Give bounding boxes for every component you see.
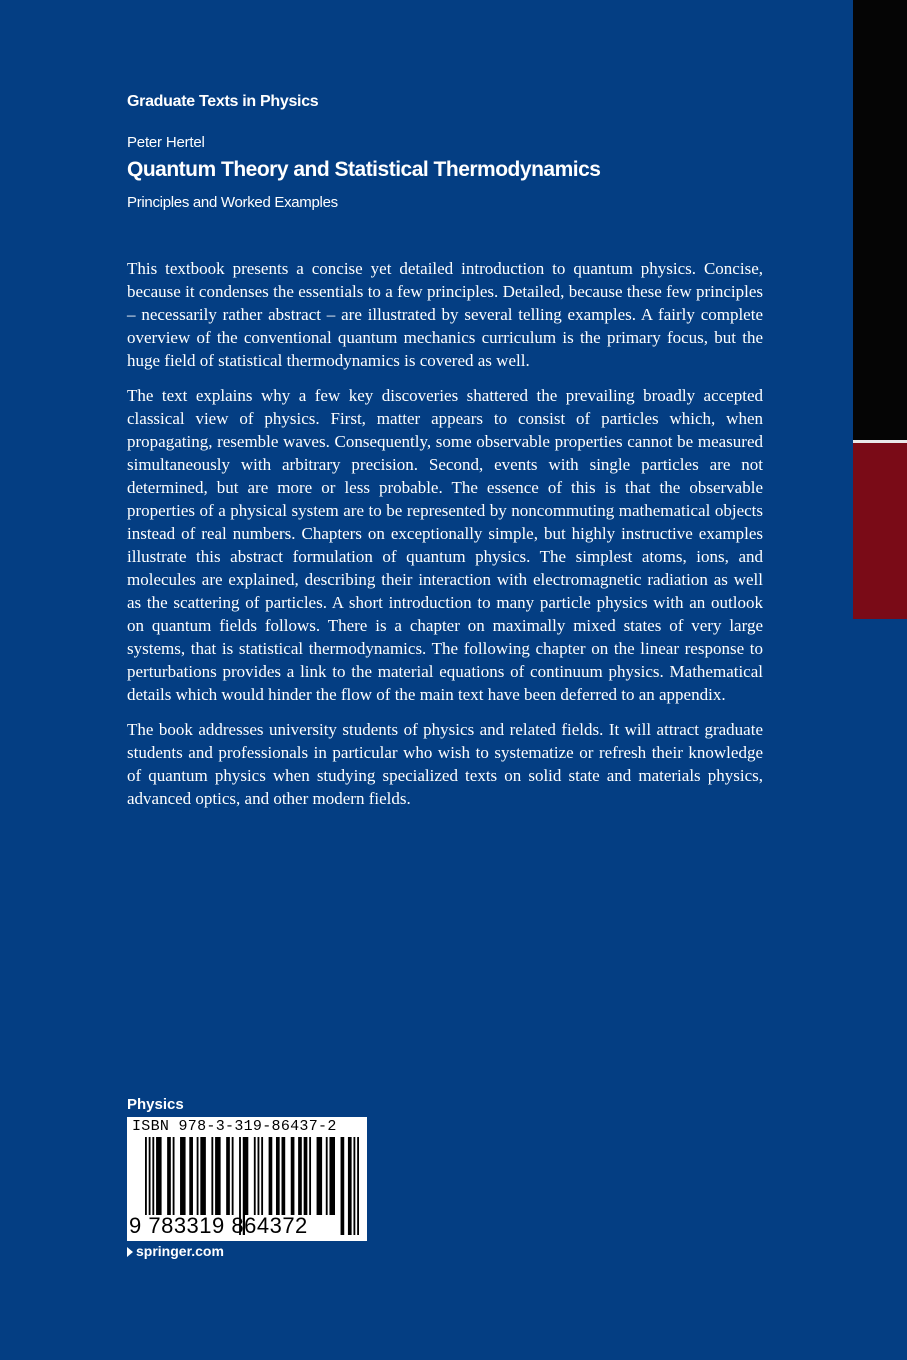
publisher-website[interactable] [127,1243,224,1259]
isbn-label: ISBN 978-3-319-86437-2 [132,1118,337,1135]
description-text [127,257,763,822]
isbn-barcode [127,1117,367,1241]
spine-red-band [853,443,907,619]
author-name: Peter Hertel [127,134,205,151]
description-paragraph-1: This textbook presents a concise yet detailed introduction to quantum physics. Concise, because it condenses the essentials to a few principles. Detailed, because these few principles – necessarily rather abstract – are illustrated by several telling examples. A fairly complete overview of the conventional quantum mechanics curriculum is the primary focus, but the huge field of statistical thermodynamics is covered as well. [127,259,763,370]
website-label: springer.com [136,1243,224,1259]
book-subtitle: Principles and Worked Examples [127,194,338,211]
description-paragraph-2: The text explains why a few key discoveries shattered the prevailing broadly accepted classical view of physics. First, matter appears to consist of particles which, when propagating, resemble waves. Consequently, some observable properties cannot be measured simultaneously with arbitrary precision. Second, events with single particles are not determined, but are more or less probable. The essence of this is that the observable properties of a physical system are to be represented by noncommuting mathematical objects instead of real numbers. Chapters on exceptionally simple, but highly instructive examples illustrate this abstract formulation of quantum physics. The simplest atoms, ions, and molecules are explained, describing their interaction with electromagnetic radiation as well as the scattering of particles. A short introduction to many particle physics with an outlook on quantum fields follows. There is a chapter on maximally mixed states of very large systems, that is statistical thermodynamics. The following chapter on the linear response to perturbations provides a link to the material equations of continuum physics. Mathematical details which would hinder the flow of the main text have been deferred to an appendix. [127,386,763,704]
barcode-digits: 9 783319 864372 [129,1213,308,1238]
arrow-right-icon [127,1247,133,1257]
book-title: Quantum Theory and Statistical Thermodynamics [127,158,601,181]
spine-black-band [853,0,907,440]
series-title: Graduate Texts in Physics [127,93,319,110]
description-paragraph-3: The book addresses university students of physics and related fields. It will attract graduate students and professionals in particular who wish to systematize or refresh their knowledge of quantum physics when studying specialized texts on solid state and materials physics, advanced optics, and other modern fields. [127,720,763,808]
subject-category: Physics [127,1096,184,1113]
